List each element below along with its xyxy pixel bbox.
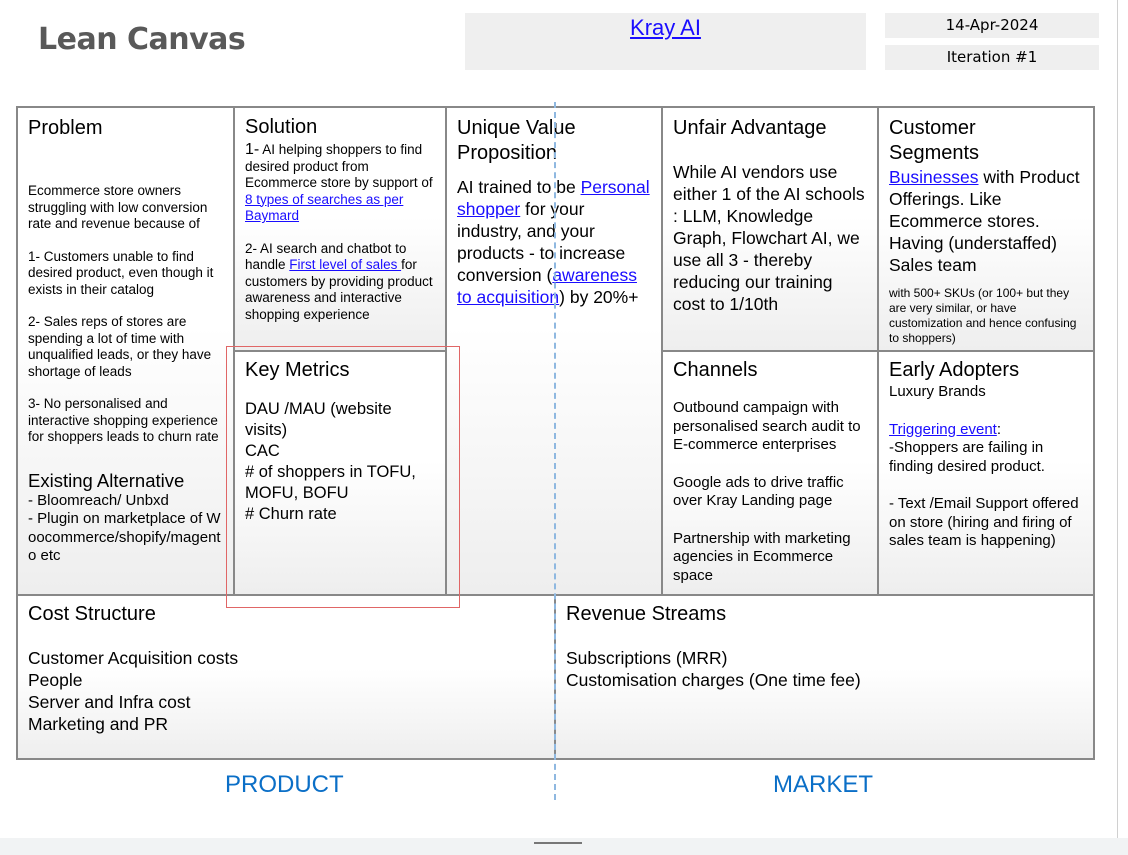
triggering-event <box>889 421 1083 440</box>
key-metric-item-4: # Churn rate <box>245 505 337 523</box>
date-box: 14-Apr-2024 <box>885 13 1099 38</box>
early-adopters-text-2: - Text /Email Support offered on store (hiring and firing of sales team is happening) <box>889 495 1079 549</box>
triggering-event-colon: : <box>996 420 1002 438</box>
key-metric-item-2: CAC <box>245 442 280 460</box>
market-label: MARKET <box>773 771 874 798</box>
solution-item-2 <box>245 241 435 324</box>
cost-item-2: People <box>28 670 83 690</box>
personal-shopper-link[interactable]: Personal shopper <box>457 177 650 219</box>
channel-item-2: Google ads to drive traffic over Kray Landing page <box>673 473 844 509</box>
existing-alternative-item-2: - Plugin on marketplace of Woocommerce/shopify/magento etc <box>28 510 221 564</box>
customer-segments-cell <box>877 106 1095 353</box>
early-adopters-cell <box>877 350 1095 596</box>
channel-item-1: Outbound campaign with personalised search audit to E-commerce enterprises <box>673 399 861 453</box>
cost-item-3: Server and Infra cost <box>28 692 191 712</box>
unfair-advantage-cell <box>661 106 879 353</box>
company-box <box>465 13 866 70</box>
channels-heading: Channels <box>673 359 758 381</box>
revenue-streams-cell <box>554 594 1095 760</box>
right-scrollbar[interactable] <box>1117 0 1128 838</box>
iteration-box: Iteration #1 <box>885 45 1099 70</box>
problem-point-3: 3- No personalised and interactive shopping experience for shoppers leads to churn rate <box>28 396 219 444</box>
uvp-text-1: AI trained to be <box>457 177 581 197</box>
customer-segments-body: with Product Offerings. Like Ecommerce stores. Having (understaffed) Sales team <box>889 167 1080 275</box>
customer-segments-text <box>889 166 1083 276</box>
key-metric-item-3: # of shoppers in TOFU, MOFU, BOFU <box>245 463 416 502</box>
unfair-advantage-text: While AI vendors use either 1 of the AI schools : LLM, Knowledge Graph, Flowchart AI, we use all 3 - thereby reducing our training cost to 1/10th <box>673 162 865 314</box>
solution-item-1 <box>245 142 435 225</box>
cost-item-1: Customer Acquisition costs <box>28 648 239 668</box>
cost-structure-heading: Cost Structure <box>28 603 156 625</box>
uvp-heading: Unique Value Proposition <box>457 117 576 164</box>
channels-cell <box>661 350 879 596</box>
company-link[interactable]: Kray AI <box>630 15 701 40</box>
key-metrics-heading: Key Metrics <box>245 359 350 381</box>
early-adopters-subheading: Luxury Brands <box>889 383 986 400</box>
solution-heading: Solution <box>245 116 318 138</box>
solution-item-1-num: 1- <box>245 141 260 158</box>
problem-intro: Ecommerce store owners struggling with low conversion rate and revenue because of <box>28 183 208 231</box>
existing-alternative-item-1: - Bloomreach/ Unbxd <box>28 491 169 509</box>
solution-item-2-text: 2- AI search and chatbot to handle <box>245 240 407 272</box>
customer-segments-note: with 500+ SKUs (or 100+ but they are very similar, or have customization and hence confusing to shoppers) <box>889 286 1077 345</box>
solution-item-2-rest: for customers by providing product awareness and interactive shopping experience <box>245 257 433 322</box>
awareness-acquisition-link[interactable]: awareness to acquisition <box>457 265 637 307</box>
first-level-sales-link[interactable]: First level of sales <box>289 257 402 272</box>
product-label: PRODUCT <box>225 771 344 798</box>
baymard-link[interactable]: 8 types of searches as per Baymard <box>245 191 404 223</box>
solution-cell <box>233 106 447 353</box>
triggering-event-text: -Shoppers are failing in finding desired product. <box>889 439 1045 475</box>
page-title: Lean Canvas <box>38 22 246 57</box>
channel-item-3: Partnership with marketing agencies in Ecommerce space <box>673 529 851 584</box>
unfair-advantage-heading: Unfair Advantage <box>673 117 827 139</box>
revenue-streams-heading: Revenue Streams <box>566 603 727 625</box>
key-metric-item-1: DAU /MAU (website visits) <box>245 400 392 439</box>
triggering-event-link[interactable]: Triggering event <box>889 420 997 438</box>
uvp-text-2: for your industry, and your products - to increase conversion ( <box>457 199 626 285</box>
product-market-divider <box>554 102 556 800</box>
problem-heading: Problem <box>28 117 103 139</box>
businesses-link[interactable]: Businesses <box>889 167 979 187</box>
problem-cell <box>16 106 235 596</box>
existing-alternative-heading: Existing Alternative <box>28 469 185 491</box>
problem-point-2: 2- Sales reps of stores are spending a lot of time with unqualified leads, or they have shortage of leads <box>28 314 212 379</box>
revenue-item-1: Subscriptions (MRR) <box>566 648 728 668</box>
cost-structure-cell <box>16 594 557 760</box>
resize-handle[interactable] <box>534 842 582 844</box>
bottom-bar <box>0 838 1128 855</box>
cost-item-4: Marketing and PR <box>28 714 169 734</box>
problem-point-1: 1- Customers unable to find desired product, even though it exists in their catalog <box>28 248 214 297</box>
uvp-text-3: ) by 20%+ <box>559 287 639 307</box>
revenue-item-2: Customisation charges (One time fee) <box>566 670 861 690</box>
key-metrics-highlight <box>226 346 460 608</box>
customer-segments-heading: Customer Segments <box>889 117 980 164</box>
solution-item-1-text: AI helping shoppers to find desired product from Ecommerce store by support of <box>245 142 433 190</box>
early-adopters-heading: Early Adopters <box>889 359 1020 381</box>
